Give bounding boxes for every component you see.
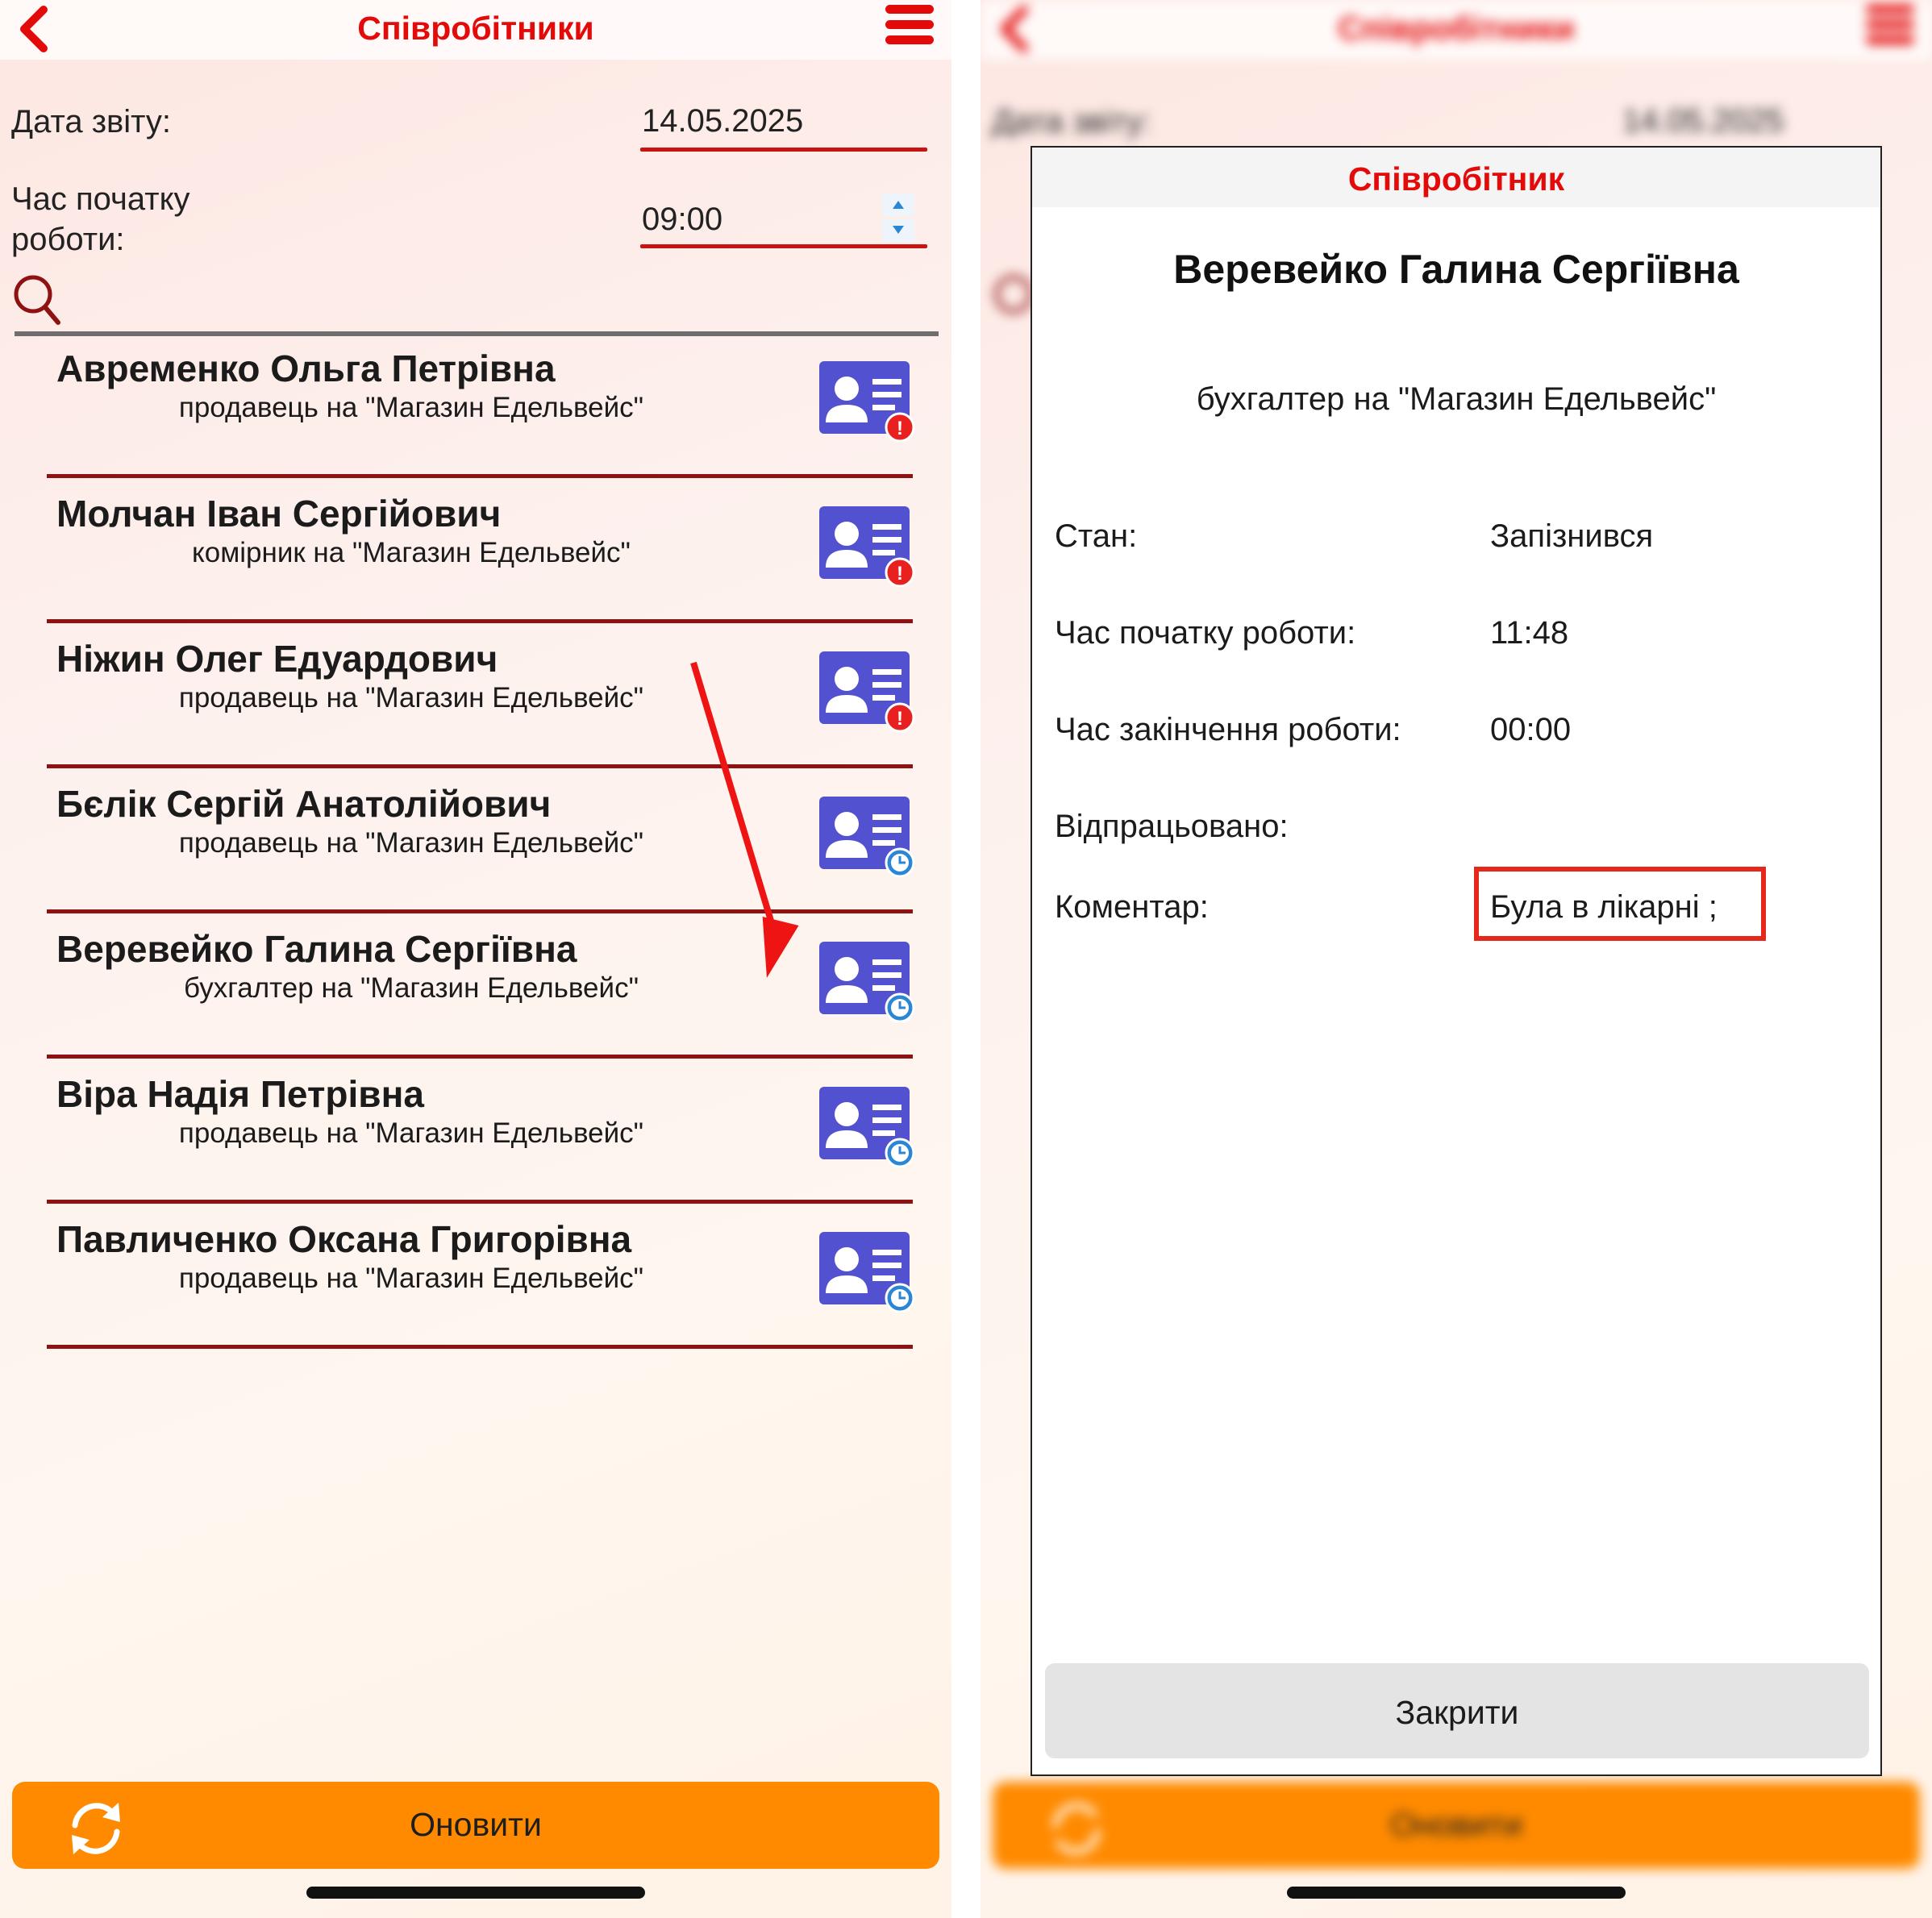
employee-position: бухгалтер на "Магазин Едельвейс" bbox=[184, 972, 639, 1004]
employee-card-icon[interactable] bbox=[819, 1087, 916, 1167]
employee-position: продавець на "Магазин Едельвейс" bbox=[178, 1263, 644, 1294]
hamburger-menu-icon[interactable] bbox=[885, 5, 934, 53]
page-title-blurred: Співробітники bbox=[1338, 10, 1575, 47]
employee-name: Віра Надія Петрівна bbox=[56, 1073, 424, 1115]
modal-title: Співробітник bbox=[1347, 160, 1565, 198]
employee-name: Павличенко Оксана Григорівна bbox=[56, 1218, 632, 1260]
home-indicator bbox=[1287, 1887, 1626, 1899]
employee-card-icon[interactable] bbox=[819, 651, 916, 732]
modal-header bbox=[1032, 148, 1880, 207]
modal-employee-position: бухгалтер на "Магазин Едельвейс" bbox=[1196, 381, 1717, 417]
start-time-value: 11:48 bbox=[1490, 615, 1569, 651]
employee-row[interactable] bbox=[0, 337, 951, 482]
employee-name: Ніжин Олег Едуардович bbox=[56, 638, 498, 680]
search-icon[interactable] bbox=[11, 273, 61, 326]
worked-label: Відпрацьовано: bbox=[1055, 809, 1289, 844]
refresh-button[interactable] bbox=[12, 1782, 939, 1869]
employee-name: Веревейко Галина Сергіївна bbox=[56, 928, 577, 970]
stepper-down-icon[interactable] bbox=[882, 219, 914, 242]
employee-position: продавець на "Магазин Едельвейс" bbox=[178, 392, 644, 423]
time-stepper[interactable] bbox=[882, 193, 914, 242]
employee-row[interactable] bbox=[0, 482, 951, 627]
start-time-underline bbox=[640, 244, 927, 248]
close-button[interactable] bbox=[1045, 1663, 1869, 1758]
employee-name: Бєлік Сергій Анатолійович bbox=[56, 783, 552, 825]
close-button-label: Закрити bbox=[1395, 1694, 1519, 1731]
end-time-label: Час закінчення роботи: bbox=[1055, 712, 1401, 747]
row-separator bbox=[47, 764, 913, 768]
row-separator bbox=[47, 1055, 913, 1059]
report-date-underline bbox=[640, 148, 927, 152]
refresh-label: Оновити bbox=[410, 1806, 542, 1843]
row-separator bbox=[47, 619, 913, 623]
top-bar bbox=[0, 0, 951, 60]
refresh-label-blurred: Оновити bbox=[1390, 1806, 1522, 1843]
employee-row[interactable] bbox=[0, 772, 951, 917]
phone-screen-employees-list bbox=[0, 0, 951, 1918]
employee-row[interactable] bbox=[0, 1208, 951, 1353]
employee-name: Авременко Ольга Петрівна bbox=[56, 347, 556, 389]
svg-text:!: ! bbox=[897, 418, 903, 439]
employee-detail-modal bbox=[1031, 146, 1882, 1776]
start-time-label: Час початку роботи: bbox=[1055, 615, 1356, 651]
page-title: Співробітники bbox=[357, 10, 594, 47]
comment-value: Була в лікарні ; bbox=[1490, 889, 1718, 925]
report-date-label-blurred: Дата звіту: bbox=[992, 104, 1152, 139]
row-separator bbox=[47, 1345, 913, 1349]
svg-text:!: ! bbox=[897, 563, 903, 585]
stepper-up-icon[interactable] bbox=[882, 193, 914, 216]
employee-name: Молчан Іван Сергійович bbox=[56, 493, 502, 535]
svg-text:!: ! bbox=[897, 708, 903, 730]
status-value: Запізнився bbox=[1490, 518, 1654, 554]
employees-screen bbox=[0, 0, 951, 1918]
employee-row[interactable] bbox=[0, 627, 951, 772]
list-divider bbox=[15, 331, 939, 336]
modal-employee-name: Веревейко Галина Сергіївна bbox=[1173, 247, 1739, 292]
comment-label: Коментар: bbox=[1055, 889, 1209, 925]
annotation-highlight-box bbox=[1474, 867, 1766, 941]
employee-card-icon[interactable] bbox=[819, 942, 916, 1022]
report-date-label: Дата звіту: bbox=[11, 104, 172, 139]
row-separator bbox=[47, 909, 913, 913]
report-date-input[interactable]: 14.05.2025 bbox=[642, 103, 804, 139]
hamburger-menu-icon bbox=[1866, 5, 1914, 53]
phone-screen-employee-details bbox=[981, 0, 1932, 1918]
report-date-value-blurred: 14.05.2025 bbox=[1622, 103, 1784, 139]
employee-position: продавець на "Магазин Едельвейс" bbox=[178, 1117, 644, 1149]
employee-card-icon[interactable] bbox=[819, 361, 916, 442]
employee-card-icon[interactable] bbox=[819, 1232, 916, 1313]
home-indicator bbox=[306, 1887, 645, 1899]
refresh-button-blurred bbox=[993, 1782, 1920, 1869]
status-label: Стан: bbox=[1055, 518, 1138, 554]
start-time-label: Час початку роботи: bbox=[11, 181, 190, 257]
employee-card-icon[interactable] bbox=[819, 506, 916, 587]
start-time-input[interactable]: 09:00 bbox=[642, 202, 723, 237]
employee-position: продавець на "Магазин Едельвейс" bbox=[178, 682, 644, 714]
employee-row[interactable] bbox=[0, 917, 951, 1063]
row-separator bbox=[47, 474, 913, 478]
employee-card-icon[interactable] bbox=[819, 797, 916, 877]
employee-position: продавець на "Магазин Едельвейс" bbox=[178, 827, 644, 859]
top-bar-blurred bbox=[981, 0, 1932, 60]
employee-position: комірник на "Магазин Едельвейс" bbox=[192, 537, 631, 568]
employee-row[interactable] bbox=[0, 1063, 951, 1208]
end-time-value: 00:00 bbox=[1490, 712, 1572, 747]
row-separator bbox=[47, 1200, 913, 1204]
